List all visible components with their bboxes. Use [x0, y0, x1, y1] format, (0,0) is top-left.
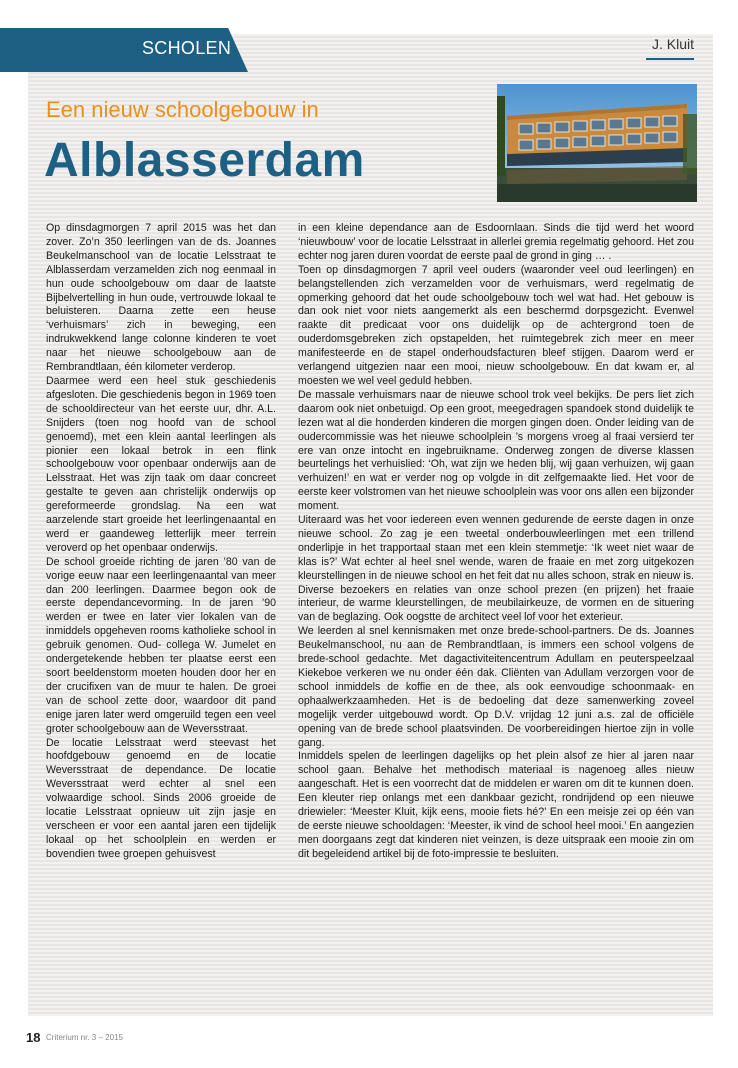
- article-subtitle: Een nieuw schoolgebouw in: [46, 97, 319, 122]
- column2-paragraph: Inmiddels spelen de leerlingen dagelijks op het plein alsof ze hier al jaren naar school gaan. Behalve het methodisch materiaal is nagenoeg alles nieuw aangeschaft. Het is een voorrecht dat de middelen er waren om dit te kunnen doen. Een kleuter riep onlangs met een dankbaar gezicht, rondrijdend op een nieuwe driewieler: ‘Meester Kluit, kijk eens, mooie fiets hé?’ En een meisje zei op één van de eerste nieuwe schooldagen: ‘Meester, ik vind de school heel mooi.’ En aangezien men doorgaans zegt dat kinderen niet veinzen, is deze uitspraak een mooie zin om dit begeleidend artikel bij de foto-impressie te besluiten.: [298, 750, 694, 860]
- column2-paragraph: in een kleine dependance aan de Esdoornlaan. Sinds die tijd werd het woord ‘nieuwbouw’ voor de locatie Lelsstraat in allerlei gremia regelmatig gehoord. Het zou echter nog jaren duren voordat de eerste paal de grond in ging … .: [298, 222, 694, 262]
- author-name: J. Kluit: [651, 36, 694, 52]
- column2-paragraph: Uiteraard was het voor iedereen even wennen gedurende de eerste dagen in onze nieuwe school. Zo zag je een tweetal onderbouwleerlingen met een trillend onderlipje in het trapportaal staan met een klein stemmetje: ‘Ik weet niet waar de klas is?’ Wat echter al heel snel wende, waren de fraaie en met zorg uitgekozen kleurstellingen in de nieuwe school en het feit dat nu alles schoon, strak en nieuw is. Diverse bezoekers en relaties van onze school prezen (en prijzen) het fraaie interieur, de warme kleurstellingen, de meubilairkeuze, de vormen en de situering van de beglazing. Ook oogstte de architect veel lof voor het exterieur.: [298, 514, 694, 624]
- author-underline: [646, 58, 694, 60]
- journal-issue: Criterium nr. 3 – 2015: [46, 1033, 123, 1042]
- article-column-1: [46, 222, 276, 862]
- column1-paragraph: De school groeide richting de jaren ’80 van de vorige eeuw naar een leerlingenaantal van meer dan 200 leerlingen. Daarmee begon ook de eerste dependancevorming. In de jaren ’90 werden er twee en later vier lokalen van de inmiddels opgeheven rooms katholieke school in gebruik genomen. Oud- collega W. Jumelet en ondergetekende hebben ter plaatse eerst een soort beeldenstorm moeten houden door her en der crucifixen van de muur te halen. De groei van de school zette door, waardoor dit pand enige jaren later werd omgeruild tegen een veel groter schoolgebouw aan de Weversstraat.: [46, 555, 276, 735]
- section-label: SCHOLEN: [142, 38, 232, 58]
- school-building-illustration: [497, 84, 697, 202]
- article-title: Alblasserdam: [44, 134, 365, 187]
- school-building-photo: [497, 84, 697, 202]
- column1-paragraph: Op dinsdagmorgen 7 april 2015 was het dan zover. Zo’n 350 leerlingen van de ds. Joannes Beukelmanschool van de locatie Lelsstraat te Alblasserdam verzamelden zich nog eenmaal in hun oude schoolgebouw om daar de laatste Bijbelvertelling in hun oude, vertrouwde lokaal te beluisteren. Daarna zette een heuse ‘verhuismars’ zich in beweging, een indrukwekkend lange colonne kinderen te voet naar het nieuwe schoolgebouw aan de Rembrandtlaan, één kilometer verderop.: [46, 222, 276, 374]
- column1-paragraph: Daarmee werd een heel stuk geschiedenis afgesloten. Die geschiedenis begon in 1969 toen de schooldirecteur van het eerste uur, dhr. A.L. Snijders (toen nog hoofd van de school genoemd), met een klein aantal leerlingen als pionier een lokaal betrok in een flink schoolgebouw voor openbaar onderwijs aan de Lelsstraat. Het was zijn taak om daar concreet gestalte te geven aan christelijk onderwijs op gereformeerde grondslag. Na een wat aarzelende start groeide het leerlingenaantal en werd er gaandeweg letterlijk meer terrein veroverd op het openbaar onderwijs.: [46, 374, 276, 554]
- column1-paragraph: De locatie Lelsstraat werd steevast het hoofdgebouw genoemd en de locatie Weversstraat de dependance. De locatie Weversstraat werd echter al snel een volwaardige school. Sinds 2006 groeide de locatie Lelsstraat opnieuw uit zijn jasje en verscheen er voor een aantal jaren een tijdelijk lokaal op het schoolplein en werden er bovendien twee groepen gehuisvest: [46, 736, 276, 860]
- page-number: 18: [26, 1030, 41, 1045]
- column2-paragraph: We leerden al snel kennismaken met onze brede-school-partners. De ds. Joannes Beukelmanschool, nu aan de Rembrandtlaan, is immers een school volgens de brede-school gedachte. Met dagactiviteitencentrum Adullam en peuterspeelzaal Kiekeboe verkeren we nu onder één dak. Cliënten van Adullam verzorgen voor de school inmiddels de koffie en de thee, als ook eenvoudige schoonmaak- en ophaalwerkzaamheden. Het is de bedoeling dat deze samenwerking zoveel mogelijk verder uitgebouwd wordt. Op D.V. vrijdag 12 juni a.s. zal de officiële opening van de brede school plaatsvinden. De voorbereidingen hiertoe zijn in volle gang.: [298, 625, 694, 749]
- article-column-2: [298, 222, 694, 862]
- column2-paragraph: De massale verhuismars naar de nieuwe school trok veel bekijks. De pers liet zich daarom ook niet onbetuigd. Op een groot, meegedragen spandoek stond duidelijk te lezen wat al die honderden kinderen die morgen gingen doen. Onder leiding van de oudercommissie was het nieuwe schoolplein ’s morgens vroeg al fraai versierd ter ere van onze intocht en ingebruikname. Onderweg zongen de diverse klassen beurtelings het verhuislied: ‘Oh, wat zijn we heden blij, wij gaan verhuizen, wij gaan verhuizen!’ en wat er verder nog op volgde in dit zelfgemaakte lied. Het voor de eerste keer volstromen van het nieuwe schoolplein was voor ons allen een bijzonder moment.: [298, 388, 694, 513]
- column2-paragraph: Toen op dinsdagmorgen 7 april veel ouders (waaronder veel oud leerlingen) en belangstellenden zich verzamelden voor de verhuismars, werd regelmatig de opmerking gehoord dat het oude schoolgebouw toch wel wat had. Het gebouw is dan ook niet voor niets aangemerkt als een beschermd dorpsgezicht. Evenwel raakte dit predicaat voor ons duidelijk op de achtergrond toen de ouderdomsgebreken zich opstapelden, het ruimtegebrek zich meer en meer manifesteerde en de stapel onderhoudsfacturen bleef stijgen. Daarom werd er verlangend uitgezien naar een mooi, nieuw schoolgebouw. En dat kwam er, al moesten we wel veel geduld hebben.: [298, 263, 694, 387]
